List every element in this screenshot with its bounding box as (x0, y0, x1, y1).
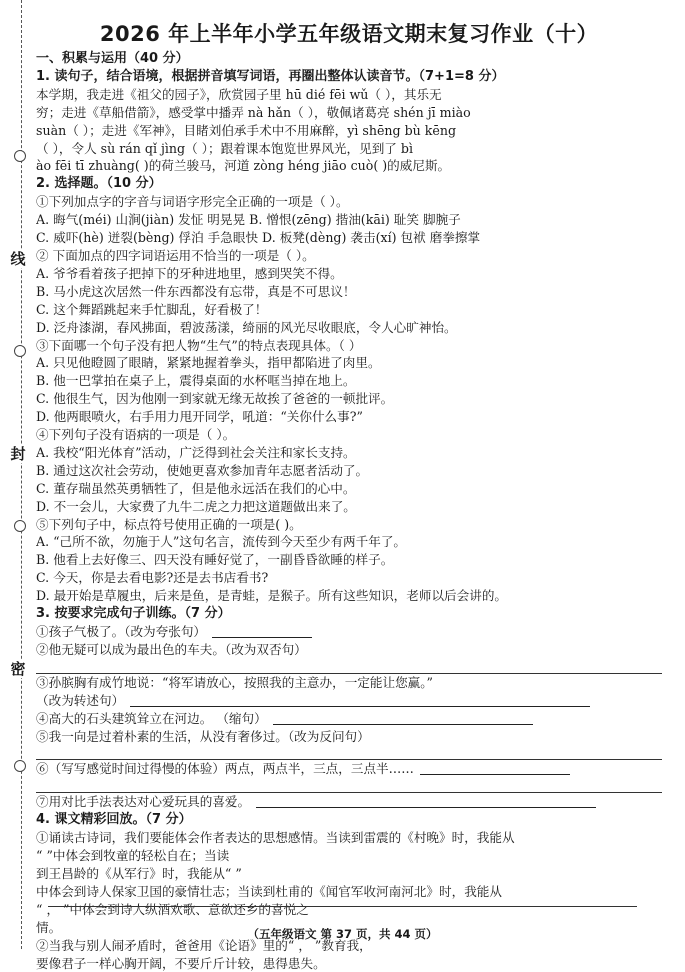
line-text: 3. 按要求完成句子训练。（7 分） (36, 606, 231, 621)
text-line (36, 140, 662, 158)
section-heading (36, 50, 662, 68)
binding-word: 线 (8, 250, 28, 268)
text-line (36, 104, 662, 122)
text-line (36, 710, 662, 728)
line-text: B. 通过这次社会劳动，使她更喜欢参加青年志愿者活动了。 (36, 463, 368, 478)
line-text: B. 他看上去好像三、四天没有睡好觉了，一副昏昏欲睡的样子。 (36, 552, 393, 567)
line-text: ①诵读古诗词，我们要能体会作者表达的思想感情。当读到雷震的《村晚》时，我能从 (36, 830, 515, 845)
text-line (36, 641, 662, 659)
answer-blank[interactable] (273, 712, 533, 725)
line-text: D. 最开始是草履虫，后来是鱼，是青蛙，是猴子。所有这些知识，老师以后会讲的。 (36, 588, 507, 603)
line-text: 穷；走进《草船借箭》，感受掌中播弄 nà hǎn（ ），敬佩诸葛亮 shén jī miào (36, 105, 471, 120)
text-line (36, 692, 662, 710)
binding-margin (0, 0, 30, 949)
line-text: 4. 课文精彩回放。（7 分） (36, 812, 192, 827)
text-line (36, 901, 662, 919)
text-line (36, 408, 662, 426)
line-text: “ ， ”中体会到诗人纵酒欢歌、意欲还乡的喜悦之 (36, 902, 309, 917)
text-line (36, 229, 662, 247)
line-text: ④下列句子没有语病的一项是（ ）。 (36, 427, 235, 442)
line-text: 中体会到诗人保家卫国的豪情壮志；当读到杜甫的《闻官军收河南河北》时，我能从 (36, 884, 502, 899)
line-text: A. “己所不欲，勿施于人”这句名言，流传到今天至少有两千年了。 (36, 534, 406, 549)
text-line (36, 778, 662, 793)
binding-hole (14, 760, 26, 772)
line-text: ⑥（写写感觉时间过得慢的体验）两点，两点半，三点，三点半…… (36, 761, 414, 776)
text-line (36, 955, 662, 972)
line-text: 到王昌龄的《从军行》时，我能从“ ” (36, 866, 242, 881)
text-line (36, 444, 662, 462)
text-line (36, 283, 662, 301)
text-line (36, 480, 662, 498)
text-line (36, 865, 662, 883)
line-text: （ ），令人 sù rán qǐ jìng（ ）；跟着课本饱览世界风光，见到了 bì (36, 141, 413, 156)
line-text: ào fēi tī zhuàng( )的荷兰骏马，河道 zòng héng jiāo cuò( )的威尼斯。 (36, 158, 450, 173)
text-line (36, 569, 662, 587)
text-line (36, 659, 662, 674)
line-text: C. 今天，你是去看电影?还是去书店看书? (36, 570, 268, 585)
line-text: ⑦用对比手法表达对心爱玩具的喜爱。 (36, 794, 250, 809)
line-text: ⑤下列句子中，标点符号使用正确的一项是( )。 (36, 517, 302, 532)
line-text: 情。 (36, 920, 61, 935)
answer-blank[interactable] (130, 694, 590, 707)
text-line (36, 122, 662, 140)
text-line (36, 247, 662, 265)
text-line (36, 372, 662, 390)
line-text: A. 爷爷看着孩子把掉下的牙种进地里，感到哭笑不得。 (36, 266, 343, 281)
text-line (36, 337, 662, 355)
text-line (36, 462, 662, 480)
answer-blank[interactable] (212, 625, 312, 638)
text-line (36, 829, 662, 847)
text-line (36, 426, 662, 444)
text-line (36, 793, 662, 811)
line-text: ①孩子气极了。（改为夸张句） (36, 624, 206, 639)
line-text: ①下列加点字的字音与词语字形完全正确的一项是（ ）。 (36, 194, 349, 209)
text-line (36, 390, 662, 408)
line-text: C. 这个舞蹈跳起来手忙脚乱，好看极了！ (36, 302, 267, 317)
text-line (36, 623, 662, 641)
line-text: 本学期，我走进《祖父的园子》，欣赏园子里 hū dié fēi wǔ（ ），其乐无 (36, 87, 442, 102)
line-text: 要像君子一样心胸开阔，不要斤斤计较，患得患失。 (36, 956, 326, 971)
line-text: 一、积累与运用（40 分） (36, 51, 189, 66)
text-line (36, 847, 662, 865)
text-line (36, 587, 662, 605)
binding-dashed-line (21, 0, 22, 949)
page-title: 2026 年上半年小学五年级语文期末复习作业（十） (36, 18, 662, 48)
line-text: ③孙膑胸有成竹地说：“将军请放心，按照我的主意办，一定能让您赢。” (36, 675, 433, 690)
line-text: ⑤我一向是过着朴素的生活，从没有奢侈过。（改为反问句） (36, 729, 370, 744)
line-text: “ ”中体会到牧童的轻松自在；当读 (36, 848, 229, 863)
section-heading (36, 811, 662, 829)
line-text: D. 他两眼喷火，右手用力甩开同学，吼道：“关你什么事?” (36, 409, 363, 424)
line-text: C. 威吓(hè) 迸裂(bèng) 俘泊 手急眼快 D. 板凳(dèng) 袭击(xí) 包袱 磨拳擦掌 (36, 230, 480, 245)
binding-hole (14, 345, 26, 357)
text-line (36, 301, 662, 319)
line-text: ③下面哪一个句子没有把人物“生气”的特点表现具体。（ ） (36, 338, 361, 353)
line-text: B. 马小虎这次居然一件东西都没有忘带，真是不可思议！ (36, 284, 356, 299)
line-text: ④高大的石头建筑耸立在河边。 （缩句） (36, 711, 267, 726)
binding-hole (14, 150, 26, 162)
section-heading (36, 175, 662, 193)
line-text: A. 晦气(méi) 山涧(jiàn) 发怔 明晃晃 B. 憎恨(zēng) 揩油(kāi) 耻笑 脚腕子 (36, 212, 461, 227)
text-line (36, 533, 662, 551)
answer-blank[interactable] (256, 795, 596, 808)
text-line (36, 157, 662, 175)
line-text: （改为转述句） (36, 693, 124, 708)
question-lines (36, 50, 662, 972)
text-line (36, 498, 662, 516)
text-line (36, 551, 662, 569)
text-line (36, 193, 662, 211)
text-line (36, 760, 662, 778)
line-text: 2. 选择题。（10 分） (36, 176, 162, 191)
section-heading (36, 68, 662, 86)
binding-hole (14, 520, 26, 532)
binding-word: 封 (8, 445, 28, 463)
worksheet-body (36, 18, 662, 972)
text-line (36, 883, 662, 901)
line-text: A. 我校“阳光体育”活动，广泛得到社会关注和家长支持。 (36, 445, 356, 460)
line-text: A. 只见他瞪圆了眼睛，紧紧地握着拳头，指甲都陷进了肉里。 (36, 355, 381, 370)
line-text: D. 不一会儿，大家费了九牛二虎之力把这道题做出来了。 (36, 499, 356, 514)
line-text: C. 董存瑞虽然英勇牺牲了，但是他永远活在我们的心中。 (36, 481, 355, 496)
text-line (36, 86, 662, 104)
text-line (36, 745, 662, 760)
line-text: ② 下面加点的四字词语运用不恰当的一项是（ ）。 (36, 248, 315, 263)
text-line (36, 354, 662, 372)
line-text: ②他无疑可以成为最出色的车夫。（改为双否句） (36, 642, 307, 657)
line-text: B. 他一巴掌拍在桌子上，震得桌面的水杯哐当掉在地上。 (36, 373, 356, 388)
line-text: suàn（ ）；走进《军神》，目睹刘伯承手术中不用麻醉，yì shēng bù kēng (36, 123, 456, 138)
binding-word: 密 (8, 660, 28, 678)
text-line (36, 674, 662, 692)
line-text: ②当我与别人闹矛盾时，爸爸用《论语》里的“ ， ”教育我， (36, 938, 372, 953)
answer-blank[interactable] (420, 762, 570, 775)
line-text: C. 他很生气，因为他刚一到家就无缘无故挨了爸爸的一顿批评。 (36, 391, 393, 406)
text-line (36, 728, 662, 746)
text-line (36, 319, 662, 337)
text-line (36, 516, 662, 534)
footer-rule (48, 906, 637, 907)
line-text: D. 泛舟漆湖，春风拂面，碧波荡漾，绮丽的风光尽收眼底，令人心旷神怡。 (36, 320, 457, 335)
line-text: 1. 读句子，结合语境，根据拼音填写词语，再圈出整体认读音节。（7+1=8 分） (36, 69, 504, 84)
section-heading (36, 605, 662, 623)
text-line (36, 211, 662, 229)
page-footer: （五年级语文 第 37 页，共 44 页） (0, 926, 685, 942)
text-line (36, 265, 662, 283)
